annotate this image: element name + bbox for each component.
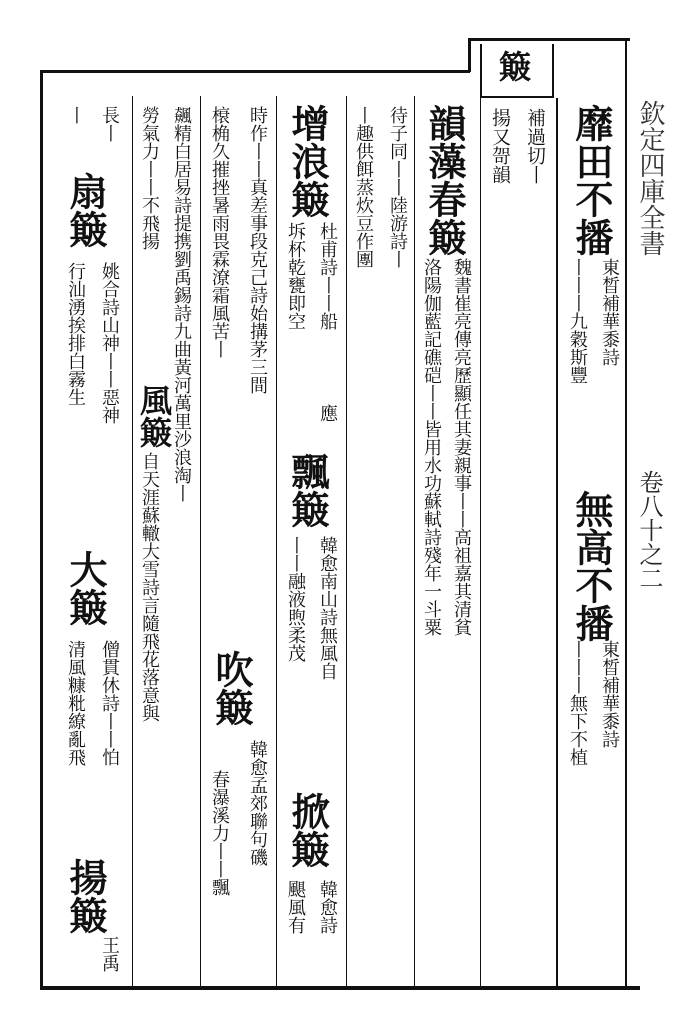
column-c13-b bbox=[140, 452, 158, 722]
text-run: 韓愈南山詩無風自 bbox=[317, 536, 338, 680]
text-run: 長丨 bbox=[99, 106, 120, 142]
column-c14-head-b bbox=[63, 550, 108, 626]
text-run: 待子同丨丨陸游詩丨 bbox=[387, 106, 408, 268]
headword: 掀簸 bbox=[285, 792, 330, 868]
column-c3-note-b bbox=[568, 258, 586, 384]
text-run: 丨丨丨無下不植 bbox=[567, 640, 588, 766]
column-c4 bbox=[422, 104, 467, 256]
frame-left-line bbox=[40, 70, 43, 990]
column-c3-b bbox=[569, 490, 614, 642]
text-run: 揚又哿韻 bbox=[489, 108, 511, 184]
column-c14-b bbox=[100, 262, 118, 424]
column-rule bbox=[132, 96, 133, 986]
headword: 吹簸 bbox=[209, 650, 254, 726]
text-run: 行汕湧挨排白霧生 bbox=[65, 262, 86, 406]
column-c15-c bbox=[66, 640, 84, 766]
column-c12 bbox=[172, 106, 190, 502]
text-run: 丨趣供餌蒸炊豆作團 bbox=[353, 106, 374, 268]
column-c8-note-c bbox=[318, 880, 336, 934]
column-c10-head bbox=[209, 650, 254, 726]
column-c8-head-c bbox=[285, 792, 330, 868]
column-c9-note-c bbox=[286, 536, 304, 662]
column-c15-d bbox=[100, 936, 118, 972]
column-rule bbox=[346, 96, 347, 986]
edge-volume: 卷八十之二 bbox=[635, 470, 663, 590]
column-c13-a bbox=[140, 106, 158, 250]
column-c2 bbox=[490, 108, 509, 184]
edge-title: 欽定四庫全書 bbox=[635, 100, 665, 256]
text-run: 韓愈孟郊聯句磯 bbox=[247, 740, 268, 866]
text-run: 僧貫休詩丨丨怕 bbox=[99, 640, 120, 766]
column-c10-a bbox=[248, 106, 266, 394]
column-c8-note-b bbox=[318, 536, 336, 680]
column-rule bbox=[414, 96, 415, 986]
text-run: 王禹 bbox=[99, 936, 120, 972]
headword: 揚簸 bbox=[63, 858, 108, 934]
tab-headword: 簸 bbox=[494, 50, 532, 82]
headword: 韻藻春簸 bbox=[422, 104, 467, 256]
text-run: 應 bbox=[317, 404, 338, 422]
text-run: 春瀑溪力丨丨飄 bbox=[209, 770, 230, 896]
column-c3-note-a bbox=[600, 258, 618, 366]
column-c11-a bbox=[210, 106, 228, 358]
column-c11-b bbox=[210, 770, 228, 896]
text-run: 丨 bbox=[65, 106, 86, 124]
frame-tab-left bbox=[468, 38, 471, 72]
text-run: 魏書崔亮傳亮歷顯任其妻親事丨丨高祖嘉其清貧 bbox=[451, 258, 472, 636]
frame-top-line bbox=[40, 70, 470, 73]
text-run: 時作丨丨真差事段克己詩始搆茅三間 bbox=[247, 106, 268, 394]
text-run: 丨丨丨九穀斯豐 bbox=[567, 258, 588, 384]
column-c3 bbox=[569, 104, 614, 256]
column-c4-note bbox=[452, 258, 470, 636]
frame-tab-box-right bbox=[552, 44, 554, 98]
column-rule bbox=[480, 98, 481, 988]
text-run: 杜甫詩丨丨船 bbox=[317, 222, 338, 330]
text-run: 勞氣力丨丨不飛揚 bbox=[139, 106, 160, 250]
headword: 無高不播 bbox=[569, 490, 614, 642]
text-run: 丨 bbox=[524, 165, 546, 184]
headword: 飄簸 bbox=[285, 452, 330, 528]
column-c6 bbox=[388, 106, 406, 268]
column-c15-a bbox=[66, 106, 84, 124]
column-c3-note-c bbox=[600, 640, 618, 748]
column-c10-b bbox=[248, 740, 266, 866]
text-run: 飆精白居易詩提携劉禹錫詩九曲黃河萬里沙浪淘丨 bbox=[171, 106, 192, 502]
text-run: 清風糠粃繚亂飛 bbox=[65, 640, 86, 766]
column-c3-note-d bbox=[568, 640, 586, 766]
frame-top-line-right bbox=[470, 38, 630, 41]
text-run: 自天涯蘇轍大雪詩言隨飛花落意與 bbox=[139, 452, 160, 722]
text-run: 補過切 bbox=[524, 108, 546, 165]
column-c13-head bbox=[135, 384, 173, 448]
headword: 大簸 bbox=[63, 550, 108, 626]
frame-right-line bbox=[625, 38, 627, 988]
column-rule bbox=[556, 98, 558, 988]
column-rule bbox=[276, 96, 277, 986]
text-run: 東晳補華黍詩 bbox=[599, 640, 620, 748]
text-run: 坼杯乾甕即空 bbox=[285, 222, 306, 330]
column-rule bbox=[200, 96, 201, 986]
text-run: 韓愈詩 bbox=[317, 880, 338, 934]
column-c7 bbox=[354, 106, 372, 268]
text-run: 東晳補華黍詩 bbox=[599, 258, 620, 366]
frame-bottom-line bbox=[40, 986, 640, 990]
headword: 增浪簸 bbox=[285, 104, 330, 218]
column-c8-head-b bbox=[285, 452, 330, 528]
headword: 風簸 bbox=[135, 384, 173, 448]
text-run: 丨丨融液煦柔茂 bbox=[285, 536, 306, 662]
headword: 扇簸 bbox=[63, 172, 108, 248]
text-run: 榱桷久摧挫暑雨畏霖潦霜風苦丨 bbox=[209, 106, 230, 358]
column-c15-b bbox=[66, 262, 84, 406]
column-c14-head-a bbox=[63, 172, 108, 248]
column-c9-note-b bbox=[318, 404, 336, 422]
column-c15-head bbox=[63, 858, 108, 934]
frame-tab-box-bottom bbox=[480, 96, 552, 98]
column-c8-head-a bbox=[285, 104, 330, 218]
frame-tab-box-left bbox=[480, 44, 482, 98]
column-c14-a bbox=[100, 106, 118, 142]
column-c14-c bbox=[100, 640, 118, 766]
text-run: 姚合詩山神丨丨惡神 bbox=[99, 262, 120, 424]
column-c9-note-d bbox=[286, 880, 304, 934]
column-c1 bbox=[525, 108, 544, 184]
headword: 靡田不播 bbox=[569, 104, 614, 256]
text-run: 洛陽伽藍記礁硙丨丨皆用水功蘇軾詩殘年一斗粟 bbox=[421, 258, 442, 636]
column-c5-note bbox=[422, 258, 440, 636]
text-run: 颶風有 bbox=[285, 880, 306, 934]
column-c8-note-a bbox=[318, 222, 336, 330]
column-c9-note-a bbox=[286, 222, 304, 330]
